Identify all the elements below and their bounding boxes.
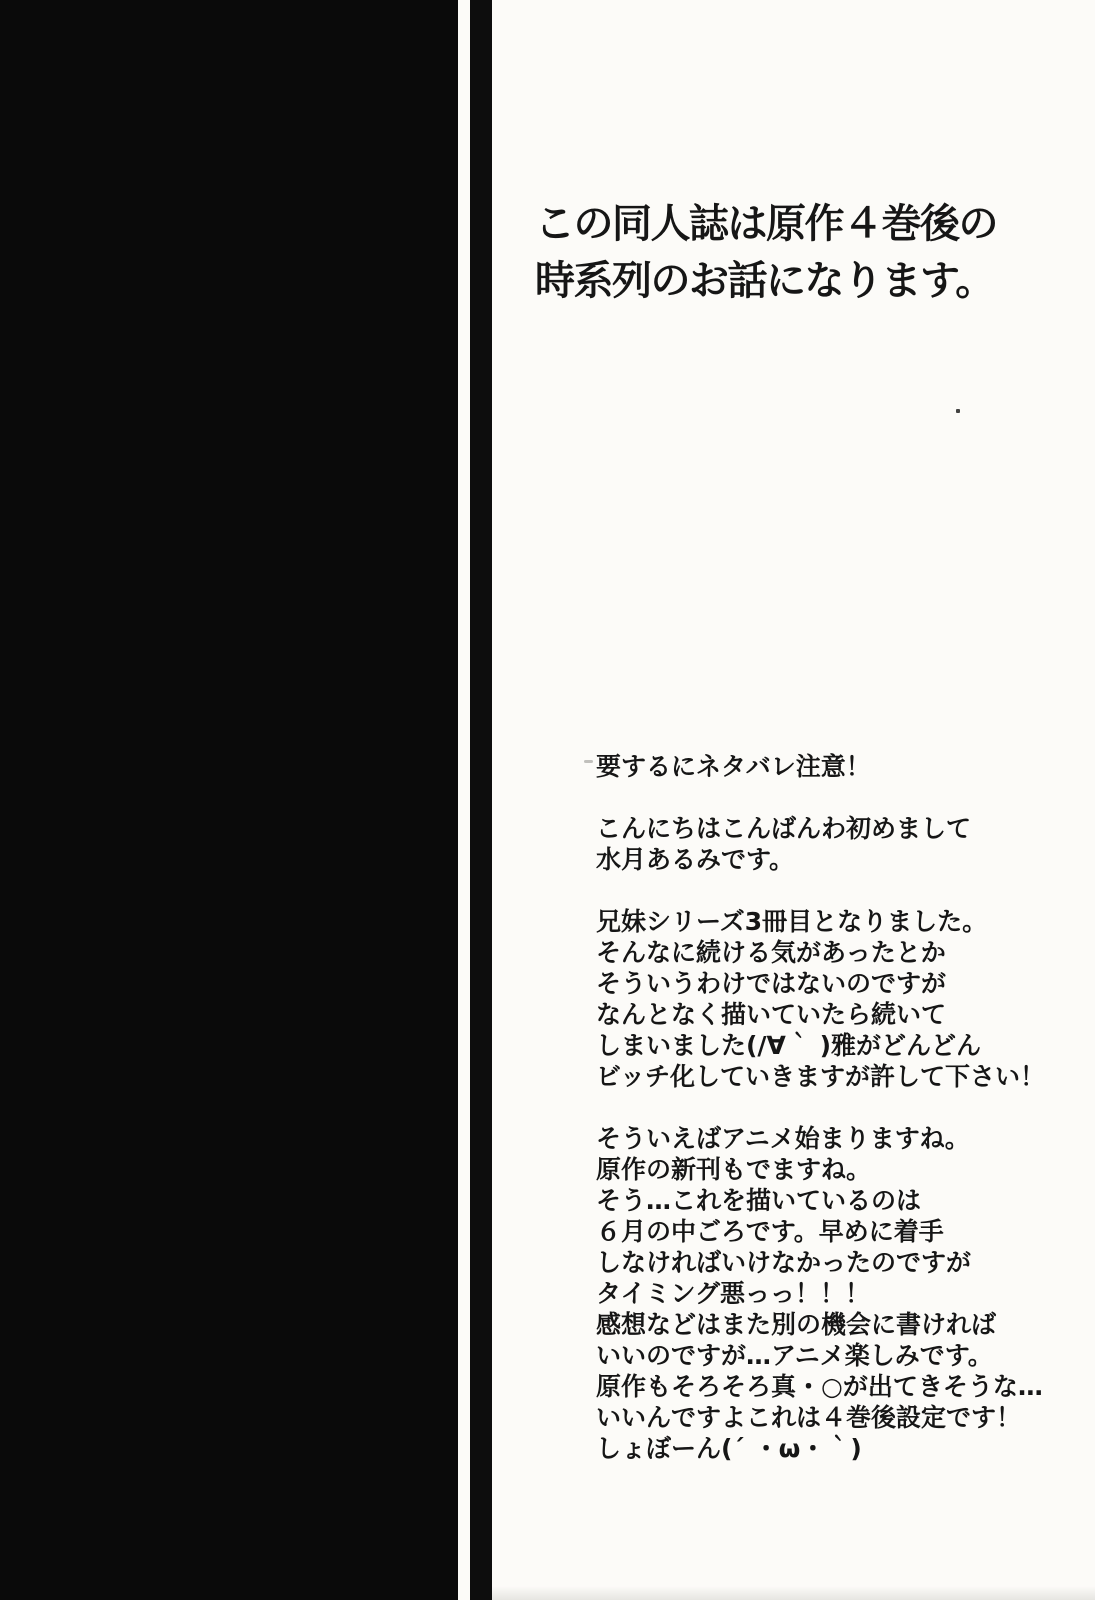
text-line: そう…これを描いているのは (596, 1186, 922, 1215)
page-title (535, 196, 997, 310)
text-line: しまいました(/∀｀ )雅がどんどん (596, 1031, 982, 1060)
text-line: 感想などはまた別の機会に書ければ (596, 1310, 997, 1339)
afterword-page (492, 0, 1095, 1600)
text-line: しなければいけなかったのですが (596, 1248, 972, 1277)
title-line-2: 時系列のお話になります。 (535, 258, 994, 304)
text-line: そういえばアニメ始まりますね。 (596, 1124, 970, 1153)
text-line: タイミング悪っっ！！！ (596, 1279, 871, 1308)
text-line: 原作もそろそろ真・○が出てきそうな… (596, 1372, 1043, 1401)
gutter-gap (458, 0, 470, 1600)
text-line: 原作の新刊もでますね。 (596, 1155, 872, 1184)
text-line: 兄妹シリーズ3冊目となりました。 (596, 907, 988, 936)
title-line-1: この同人誌は原作４巻後の (535, 201, 997, 247)
text-line: 水月あるみです。 (596, 845, 795, 874)
binding-bar (470, 0, 492, 1600)
paragraph (596, 813, 1045, 875)
paragraph (596, 1123, 1045, 1464)
text-line: しょぼーん(´ ・ω・｀) (596, 1434, 862, 1463)
text-line: こんにちはこんばんわ初めまして (596, 814, 972, 843)
text-line: いいのですが…アニメ楽しみです。 (596, 1341, 993, 1370)
scan-speck (956, 409, 960, 413)
text-line: なんとなく描いていたら続いて (596, 1000, 947, 1029)
left-black-panel (0, 0, 458, 1600)
scan-smudge (584, 760, 593, 763)
paragraph (596, 906, 1045, 1092)
text-line: そんなに続ける気があったとか (596, 938, 946, 967)
text-line: そういうわけではないのですが (596, 969, 947, 998)
text-line: いいんですよこれは４巻後設定です！ (596, 1403, 1022, 1432)
text-line: 要するにネタバレ注意！ (596, 752, 871, 781)
scan-bottom-shade (492, 1586, 1095, 1600)
text-line: ６月の中ごろです。早めに着手 (596, 1217, 944, 1246)
text-line: ビッチ化していきますが許して下さい！ (596, 1062, 1046, 1091)
paragraph (596, 751, 1045, 782)
afterword-text (596, 751, 1045, 1495)
